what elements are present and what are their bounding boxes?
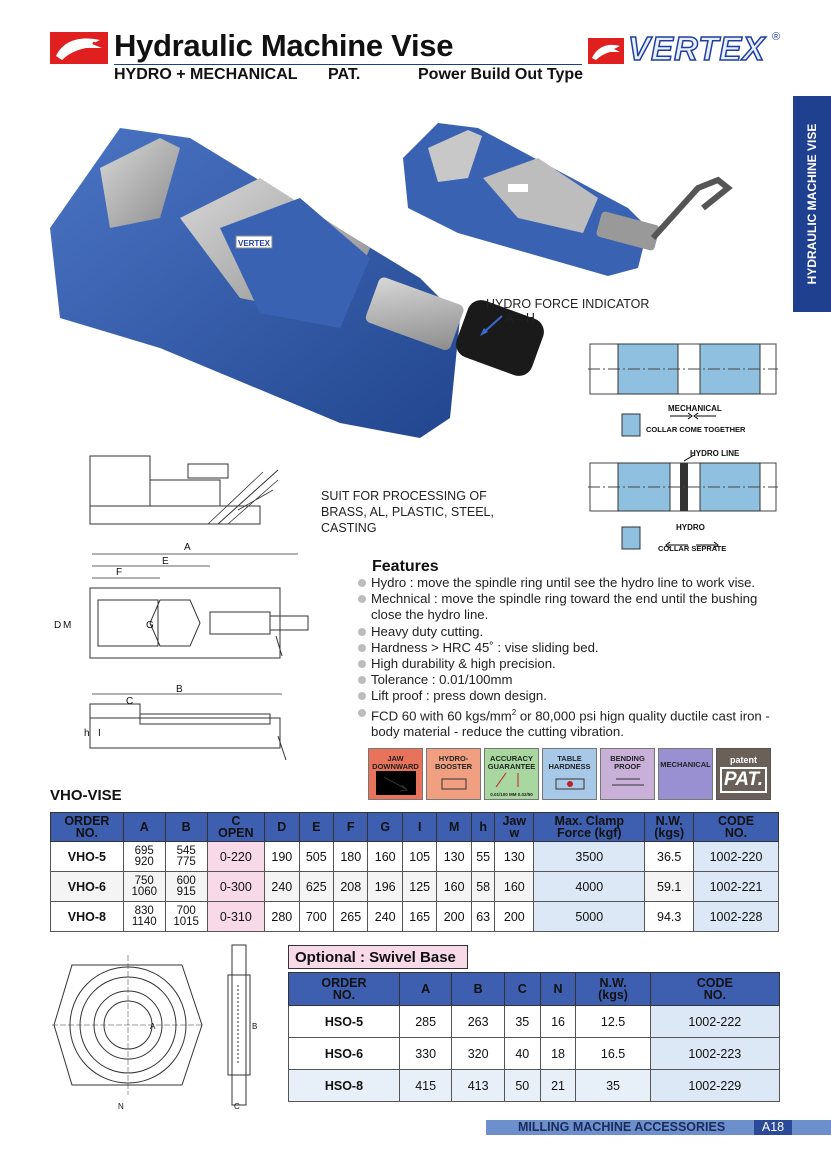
hydro-spindle-diagram <box>588 455 778 555</box>
subtitle-hydro-mechanical: HYDRO + MECHANICAL <box>114 66 298 83</box>
feature-badges <box>368 748 771 800</box>
col-m: M <box>437 813 471 842</box>
eagle-logo-icon <box>50 32 108 64</box>
sliding-bed-drawing <box>88 450 288 532</box>
badge-bending-proof: BENDING PROOF <box>600 748 655 800</box>
table-row: VHO-5 695 920 545 775 0-220 190 505 180 160 105 130 55 130 3500 36.5 1002-220 <box>51 842 779 872</box>
brand-registered-mark: ® <box>772 31 781 43</box>
col-jaw: Jaw w <box>495 813 534 842</box>
suit-text-line-3: CASTING <box>321 521 377 535</box>
col-nw: N.W. (kgs) <box>645 813 694 842</box>
table-header-row: ORDER NO. A B C N N.W. (kgs) CODE NO. <box>289 973 780 1006</box>
swivel-dim-b: B <box>252 1022 258 1031</box>
page-title: Hydraulic Machine Vise <box>114 28 454 63</box>
dim-letter-c: C <box>126 696 134 707</box>
top-side-view-drawing <box>50 540 350 780</box>
badge-jaw-downward: JAW DOWNWARD <box>368 748 423 800</box>
accuracy-icon <box>490 771 534 789</box>
col-g: G <box>368 813 402 842</box>
table-row: VHO-8 830 1140 700 1015 0-310 280 700 265 240 165 200 63 200 5000 94.3 1002-228 <box>51 902 779 932</box>
swivel-dim-c: C <box>234 1102 240 1111</box>
brand-logo-icon <box>588 38 624 64</box>
col-d: D <box>265 813 299 842</box>
dim-letter-i: I <box>98 728 101 739</box>
col-f: F <box>334 813 368 842</box>
dim-letter-e: E <box>162 556 169 567</box>
dim-letter-h: h <box>84 728 90 739</box>
dim-letter-f: F <box>116 567 123 578</box>
table-header-row <box>51 813 779 842</box>
badge-patent: patent PAT. <box>716 748 771 800</box>
feature-item-material: FCD 60 with 60 kgs/$mm^2$ or 80,000 psi hign quality ductile cast iron - body material - reduce the cutting vibration. <box>358 705 778 741</box>
swivel-dim-n: N <box>118 1102 124 1111</box>
hydro-label: HYDRO <box>676 523 705 532</box>
col-c-open: C OPEN <box>207 813 264 842</box>
bending-proof-icon <box>608 771 648 795</box>
jaw-downward-icon <box>376 771 416 795</box>
subtitle-pat: PAT. <box>328 66 361 83</box>
dim-letter-m: M <box>63 620 72 631</box>
table-row: HSO-8 415 413 50 21 35 1002-229 <box>289 1070 780 1102</box>
hydro-sub-label: COLLAR SEPRATE <box>658 544 727 553</box>
dim-letter-d: D <box>54 620 62 631</box>
hydro-booster-icon <box>434 771 474 795</box>
title-underline <box>114 64 582 65</box>
features-list <box>358 575 778 740</box>
col-code: CODE NO. <box>694 813 779 842</box>
table-row: HSO-6 330 320 40 18 16.5 1002-223 <box>289 1038 780 1070</box>
hydro-line-label: HYDRO LINE <box>690 449 740 458</box>
table-row: VHO-6 750 1060 600 915 0-300 240 625 208 196 125 160 58 160 4000 59.1 1002-221 <box>51 872 779 902</box>
feature-item: Hydro : move the spindle ring until see the hydro line to work vise. <box>358 575 778 591</box>
swivel-base-title: Optional : Swivel Base <box>288 945 468 969</box>
feature-item: Lift proof : press down design. <box>358 688 778 704</box>
brand-name: VERTEX <box>628 30 766 67</box>
feature-item: Mechnical : move the spindle ring toward the end until the bushing close the hydro line. <box>358 591 778 623</box>
page-number: A18 <box>754 1120 792 1135</box>
footer-section-name: MILLING MACHINE ACCESSORIES <box>518 1120 726 1134</box>
col-i: I <box>402 813 436 842</box>
dim-letter-g: G <box>146 620 154 631</box>
secondary-vise-photo <box>398 118 748 278</box>
dim-letter-a: A <box>184 542 191 553</box>
badge-table-hardness: TABLE HARDNESS <box>542 748 597 800</box>
side-section-label: HYDRAULIC MACHINE VISE <box>805 123 819 285</box>
table-hardness-icon <box>550 771 590 795</box>
feature-item: Hardness > HRC 45˚ : vise sliding bed. <box>358 640 778 656</box>
col-force: Max. Clamp Force (kgf) <box>534 813 645 842</box>
subtitle-build-type: Power Build Out Type <box>418 66 584 83</box>
mechanical-label: MECHANICAL <box>668 404 722 413</box>
col-order: ORDER NO. <box>51 813 124 842</box>
dim-letter-b: B <box>176 684 183 695</box>
col-b: B <box>165 813 207 842</box>
swivel-spec-table <box>288 972 780 1102</box>
vho-vise-label: VHO-VISE <box>50 787 122 804</box>
table-row: HSO-5 285 263 35 16 12.5 1002-222 <box>289 1006 780 1038</box>
vho-spec-table <box>50 812 779 932</box>
suit-text-line-1: SUIT FOR PROCESSING OF <box>321 489 487 503</box>
swivel-base-drawing <box>52 935 262 1115</box>
swivel-dim-a: A <box>150 1022 156 1031</box>
col-e: E <box>299 813 333 842</box>
badge-accuracy-guarantee: ACCURACY GUARANTEE 0.01/100 MM 0.02/50 <box>484 748 539 800</box>
feature-item: Heavy duty cutting. <box>358 624 778 640</box>
feature-item: High durability & high precision. <box>358 656 778 672</box>
feature-item: Tolerance : 0.01/100mm <box>358 672 778 688</box>
indicator-arrow-icon <box>476 314 506 338</box>
hydro-indicator-label: HYDRO FORCE INDICATOR <box>486 297 650 311</box>
features-title: Features <box>372 558 439 575</box>
suit-text-line-2: BRASS, AL, PLASTIC, STEEL, <box>321 505 494 519</box>
col-h: h <box>471 813 495 842</box>
badge-mechanical: MECHANICAL <box>658 748 713 800</box>
hydro-indicator-sub: A→H <box>505 311 535 325</box>
mechanical-sub-label: COLLAR COME TOGETHER <box>646 425 746 434</box>
product-brand-text: VERTEX <box>237 239 271 248</box>
badge-hydro-booster: HYDRO-BOOSTER <box>426 748 481 800</box>
col-a: A <box>123 813 165 842</box>
